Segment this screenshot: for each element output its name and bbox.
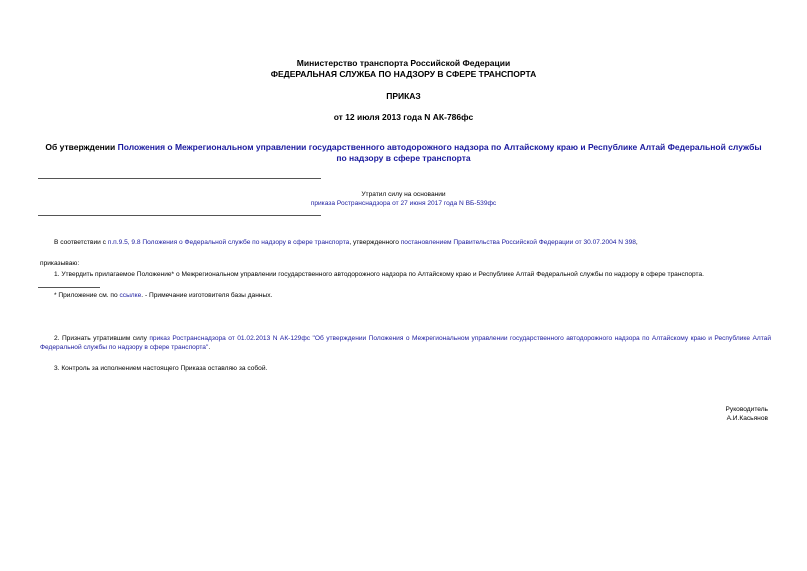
footnote-suffix: . - Примечание изготовителя базы данных. <box>141 292 273 299</box>
preamble-paragraph <box>40 238 771 247</box>
item2-suffix: . <box>208 344 211 351</box>
document-title <box>40 142 767 164</box>
divider-bottom <box>38 215 321 216</box>
order-item-1: 1. Утвердить прилагаемое Положение* о Межрегиональном управлении государственного автодорожного надзора по Алтайскому краю и Республике Алтай Федеральной службы по надзору в сфере транспорта. <box>54 271 704 278</box>
footnote-divider <box>38 287 100 288</box>
repeal-note <box>0 190 807 208</box>
divider-top <box>38 178 321 179</box>
preamble-link-decree[interactable]: постановлением Правительства Российской Федерации от 30.07.2004 N 398 <box>400 239 636 246</box>
orders-word: приказываю: <box>40 260 80 267</box>
item2-repealed-order-link[interactable]: приказ Ространснадзора от 01.02.2013 N АК-129фс "Об утверждении Положения о Межрегиональном управлении государственного автодорожного надзора по Алтайскому краю и Республике Алтай Федеральной службы по надзору в сфере транспорта" <box>40 335 771 351</box>
document-type: ПРИКАЗ <box>386 91 421 101</box>
repeal-note-line: Утратил силу на основании <box>361 191 446 198</box>
repeal-order-link[interactable]: приказа Ространснадзора от 27 июня 2017 года N ВБ-539фс <box>310 200 497 207</box>
signature-block <box>600 405 768 423</box>
title-prefix: Об утверждении <box>45 142 118 152</box>
signature-position: Руководитель <box>725 406 768 413</box>
preamble-prefix: В соответствии с <box>54 239 108 246</box>
ministry-name: Министерство транспорта Российской Федерации <box>296 58 511 68</box>
preamble-link-regulation[interactable]: п.п.9.5, 9.8 Положения о Федеральной службе по надзору в сфере транспорта <box>107 239 350 246</box>
order-item-2 <box>40 334 771 352</box>
footnote-prefix: * Приложение см. по <box>54 292 120 299</box>
order-item-3: 3. Контроль за исполнением настоящего Приказа оставляю за собой. <box>54 365 268 372</box>
document-date-number: от 12 июля 2013 года N АК-786фс <box>333 112 474 122</box>
item2-prefix: 2. Признать утратившим силу <box>54 335 150 342</box>
service-name: ФЕДЕРАЛЬНАЯ СЛУЖБА ПО НАДЗОРУ В СФЕРЕ ТРАНСПОРТА <box>270 69 537 79</box>
footnote <box>40 291 771 300</box>
preamble-suffix: , <box>635 239 638 246</box>
title-regulation-link[interactable]: Положения о Межрегиональном управлении государственного автодорожного надзора по Алтайскому краю и Республике Алтай Федеральной службы по надзору в сфере транспорта <box>117 142 762 163</box>
preamble-middle: , утвержденного <box>349 239 401 246</box>
signature-name: А.И.Касьянов <box>726 415 768 422</box>
footnote-link[interactable]: ссылке <box>119 292 142 299</box>
